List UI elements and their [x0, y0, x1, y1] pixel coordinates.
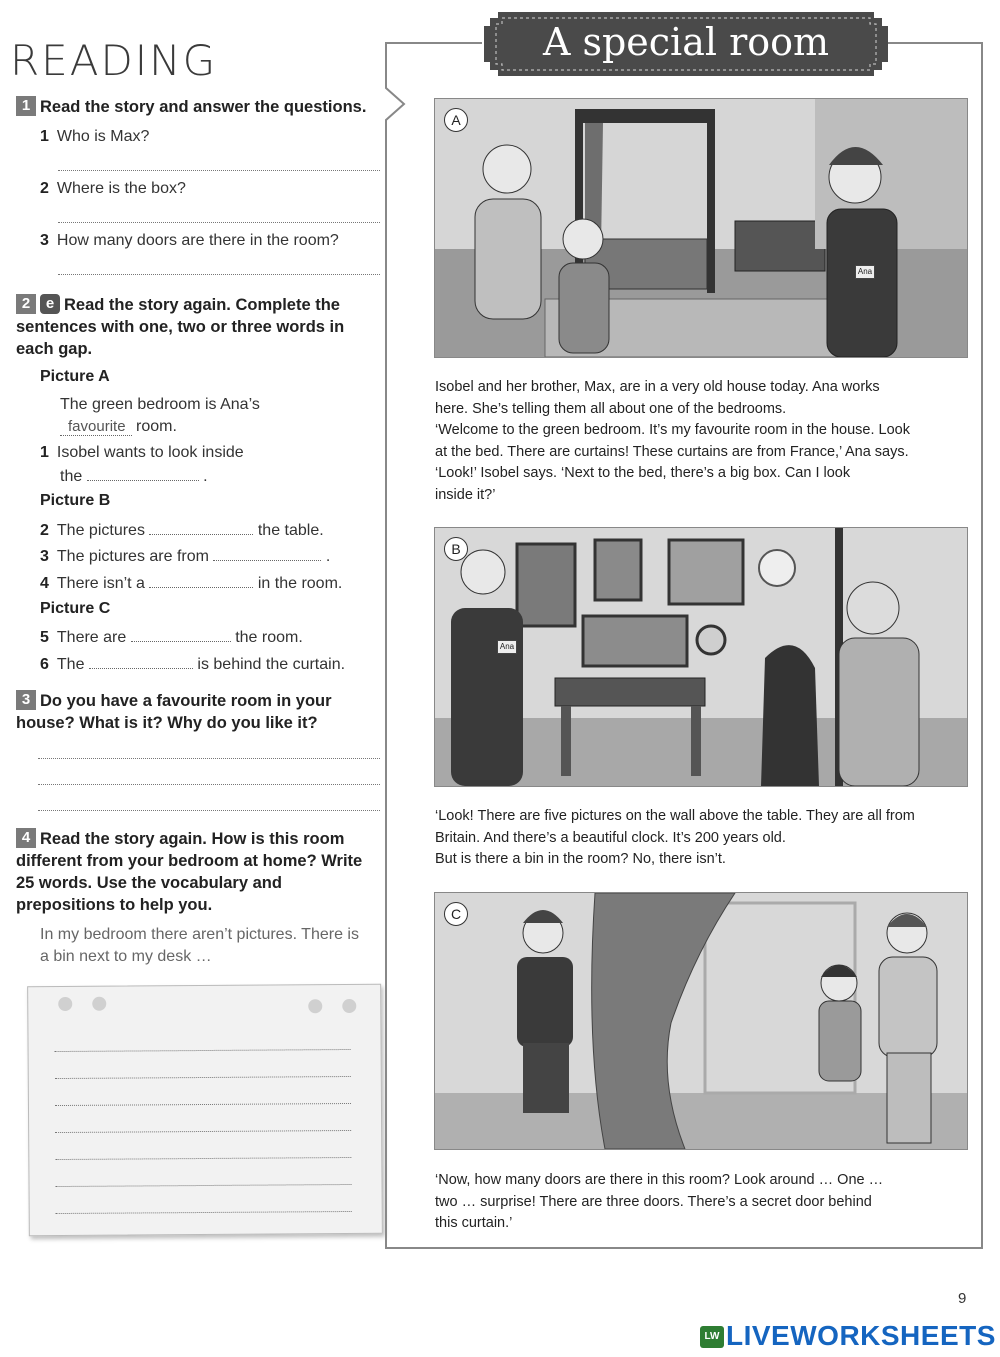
- label-b-icon: B: [444, 537, 468, 561]
- exercise-1-title: Read the story and answer the questions.: [40, 98, 367, 116]
- example-sentence-line2: [60, 418, 177, 436]
- ex2-q4: [40, 573, 342, 593]
- ex1-question-3: [40, 232, 339, 250]
- page-heading: READING: [10, 36, 218, 85]
- name-badge: Ana: [497, 640, 517, 654]
- question-number: 3: [40, 232, 49, 249]
- question-number: 1: [40, 444, 49, 461]
- story-line: inside it?’: [435, 486, 496, 503]
- writing-line-6[interactable]: [56, 1184, 352, 1187]
- writing-line-2[interactable]: [55, 1076, 351, 1079]
- punch-hole-icon: [342, 999, 356, 1013]
- question-text: Who is Max?: [56, 128, 150, 145]
- label-a-icon: A: [444, 108, 468, 132]
- curtain-room-illustration: [435, 893, 967, 1149]
- question-text: the: [60, 468, 83, 485]
- exercise-4-title: Read the story again. How is this room different from your bedroom at home? Write 25 words. Use the vocabulary and prepositions to help you.: [16, 830, 363, 914]
- exercise-3-title: Do you have a favourite room in your house? What is it? Why do you like it?: [16, 692, 332, 732]
- ex2-q2: [40, 520, 324, 540]
- gap-input-5[interactable]: [131, 627, 231, 642]
- gap-input-1[interactable]: [87, 466, 199, 481]
- story-text-a: [435, 377, 975, 506]
- story-line: at the bed. There are curtains! These curtains are from France,’ Ana says.: [435, 443, 909, 460]
- example-answer: favourite: [60, 418, 132, 436]
- ex2-q5: [40, 627, 303, 647]
- writing-note-paper: [27, 984, 383, 1236]
- story-line: this curtain.’: [435, 1215, 513, 1231]
- picture-a-subheading: Picture A: [40, 368, 110, 385]
- question-text: the table.: [257, 522, 324, 539]
- question-text: Isobel wants to look inside: [56, 444, 244, 461]
- picture-b: [434, 527, 968, 787]
- ex2-q1-line2: the .: [60, 468, 208, 485]
- ex1-question-2: [40, 180, 186, 198]
- question-text: is behind the curtain.: [197, 656, 346, 673]
- brand-name: LIVEWORKSHEETS: [726, 1320, 996, 1351]
- story-line: ‘Welcome to the green bedroom. It’s my favourite room in the house. Look: [435, 422, 910, 438]
- exercise-number-badge: 1: [16, 96, 36, 116]
- story-line: Britain. And there’s a beautiful clock. It’s 200 years old.: [435, 829, 786, 846]
- answer-line-ex3-1[interactable]: [38, 758, 380, 759]
- e-icon: e: [40, 294, 60, 314]
- page-number: 9: [958, 1290, 967, 1307]
- story-title: A special room: [542, 20, 830, 64]
- answer-line-2[interactable]: [58, 222, 380, 223]
- exercise-number-badge: 4: [16, 828, 36, 848]
- punch-hole-icon: [92, 997, 106, 1011]
- ex1-question-1: [40, 128, 149, 146]
- name-badge: Ana: [855, 265, 875, 279]
- story-line: But is there a bin in the room? No, there isn’t.: [435, 851, 726, 867]
- question-number: 4: [40, 575, 49, 592]
- exercise-1-heading: [16, 96, 386, 118]
- ex2-q1: [40, 444, 244, 462]
- picture-c: [434, 892, 968, 1150]
- question-text: the room.: [235, 629, 303, 646]
- story-line: ‘Look! There are five pictures on the wall above the table. They are all from: [435, 808, 915, 824]
- liveworksheets-icon: LW: [700, 1326, 724, 1348]
- picture-a: [434, 98, 968, 358]
- question-text: There isn’t a: [56, 575, 145, 592]
- exercise-2-title: Read the story again. Complete the sentences with one, two or three words in each gap.: [16, 296, 345, 358]
- exercise-2-heading: [16, 294, 376, 360]
- ex2-q6: [40, 654, 345, 674]
- picture-c-subheading: Picture C: [40, 600, 111, 617]
- drawing-room-illustration: [435, 528, 967, 786]
- question-text: The pictures: [56, 522, 145, 539]
- gap-input-4[interactable]: [149, 573, 253, 588]
- exercise-number-badge: 2: [16, 294, 36, 314]
- writing-line-3[interactable]: [55, 1103, 351, 1106]
- story-title-plate: [484, 12, 888, 76]
- story-line: Isobel and her brother, Max, are in a very old house today. Ana works: [435, 379, 880, 395]
- question-text: There are: [56, 629, 127, 646]
- bedroom-illustration: [435, 99, 967, 357]
- ex2-q3: 3 The pictures are from .: [40, 548, 331, 565]
- exercise-4-heading: [16, 828, 371, 916]
- picture-b-subheading: Picture B: [40, 492, 111, 509]
- answer-line-ex3-3[interactable]: [38, 810, 380, 811]
- writing-line-1[interactable]: [55, 1049, 351, 1052]
- story-text-c: [435, 1170, 975, 1235]
- story-line: ‘Now, how many doors are there in this room? Look around … One …: [435, 1172, 884, 1188]
- writing-line-7[interactable]: [56, 1211, 352, 1214]
- example-end: room.: [136, 418, 177, 435]
- writing-line-4[interactable]: [55, 1130, 351, 1133]
- label-c-icon: C: [444, 902, 468, 926]
- story-text-b: [435, 806, 975, 871]
- question-text: Where is the box?: [56, 180, 186, 197]
- answer-line-1[interactable]: [58, 170, 380, 171]
- answer-line-3[interactable]: [58, 274, 380, 275]
- question-text: The pictures are from: [56, 548, 209, 565]
- story-line: here. She’s telling them all about one of the bedrooms.: [435, 400, 787, 417]
- punch-hole-icon: [308, 999, 322, 1013]
- ex4-example: In my bedroom there aren’t pictures. There is a bin next to my desk …: [40, 926, 359, 965]
- question-number: 1: [40, 128, 49, 145]
- example-sentence: The green bedroom is Ana’s: [60, 396, 260, 413]
- question-text: The: [56, 656, 85, 673]
- punch-hole-icon: [58, 997, 72, 1011]
- question-number: 6: [40, 656, 49, 673]
- gap-input-3[interactable]: [213, 546, 321, 561]
- question-text: How many doors are there in the room?: [56, 232, 339, 249]
- question-number: 5: [40, 629, 49, 646]
- gap-input-2[interactable]: [149, 520, 253, 535]
- question-text: in the room.: [257, 575, 343, 592]
- writing-line-5[interactable]: [55, 1157, 351, 1160]
- question-number: 2: [40, 522, 49, 539]
- answer-line-ex3-2[interactable]: [38, 784, 380, 785]
- exercise-3-heading: [16, 690, 376, 734]
- question-number: 3: [40, 548, 49, 565]
- story-line: ‘Look!’ Isobel says. ‘Next to the bed, there’s a big box. Can I look: [435, 465, 851, 481]
- gap-input-6[interactable]: [89, 654, 193, 669]
- question-number: 2: [40, 180, 49, 197]
- exercise-number-badge: 3: [16, 690, 36, 710]
- story-line: two … surprise! There are three doors. There’s a secret door behind: [435, 1193, 872, 1210]
